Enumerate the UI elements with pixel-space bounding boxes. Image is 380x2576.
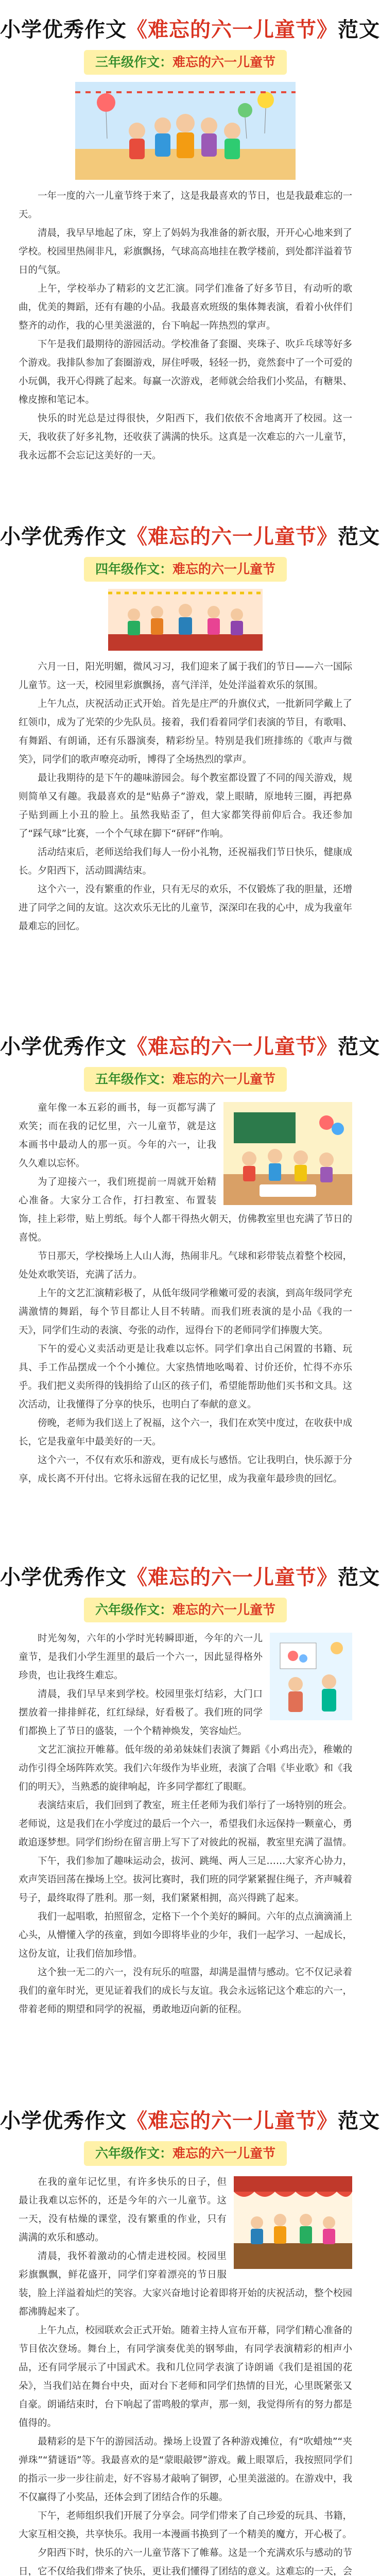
- title-suffix: 范文: [338, 18, 380, 42]
- title-suffix: 范文: [338, 524, 380, 549]
- essay-paragraph: 我们一起唱歌，拍照留念，定格下一个个美好的瞬间。六年的点点滴滴涌上心头，从懵懂入学的孩童，到如今即将毕业的少年，我们一起学习、一起成长，这份友谊，让我们倍加珍惜。: [19, 1911, 352, 1959]
- title-prefix: 小学优秀作文: [0, 2109, 127, 2133]
- celebration-illustration: [108, 589, 263, 651]
- grade-label: 六年级作文：: [95, 2146, 172, 2161]
- essay-section-grade6: [0, 1561, 380, 2019]
- essay-paragraph: 下午是我们最期待的游园活动。学校准备了套圈、夹珠子、吹乒乓球等好多个游戏。我排队参加了套圈游戏，屏住呼吸，轻轻一扔，竟然套中了一个可爱的小玩偶，我开心得跳了起来。每赢一次游戏，老师就会给我们小奖品，有糖果、橡皮擦和笔记本。: [19, 339, 352, 405]
- essay-section-grade4: [0, 520, 380, 936]
- essay-paragraph: 表演结束后，我们回到了教室，班主任老师为我们举行了一场特别的班会。老师说，这是我们在小学度过的最后一个六一，希望我们永远保持一颗童心，勇敢追逐梦想。同学们纷纷在留言册上写下了对彼此的祝福，教室里充满了温情。: [19, 1800, 352, 1848]
- title-topic: 《难忘的六一儿童节》: [127, 2109, 338, 2133]
- essay-paragraph: 下午，我们参加了趣味运动会，拔河、跳绳、两人三足……大家齐心协力，欢声笑语回荡在操场上空。拔河比赛时，我们班的同学紧紧握住绳子，齐声喊着号子，最终取得了胜利。那一刻，我们紧紧相拥，高兴得跳了起来。: [19, 1856, 352, 1904]
- essay-paragraph: 上午，学校举办了精彩的文艺汇演。同学们准备了好多节目，有动听的歌曲，优美的舞蹈，还有有趣的小品。我最喜欢班级的集体舞表演，看着小伙伴们整齐的动作，我的心里美滋滋的，台下响起一阵热烈的掌声。: [19, 283, 352, 331]
- essay-paragraph: 清晨，我早早地起了床，穿上了妈妈为我准备的新衣服，开开心心地来到了学校。校园里热闹非凡，彩旗飘扬，气球高高地挂在教学楼前，到处都洋溢着节日的气氛。: [19, 228, 352, 276]
- essay-section-grade5: [0, 1030, 380, 1488]
- essay-paragraph: 下午，老师组织我们开展了分享会。同学们带来了自己珍爱的玩具、书籍，大家互相交换，共享快乐。我用一本漫画书换到了一个精美的魔方，开心极了。: [19, 2511, 352, 2540]
- essay-paragraph: 上午九点，庆祝活动正式开始。首先是庄严的升旗仪式，一批新同学戴上了红领巾，成为了光荣的少先队员。接着，我们看着同学们表演的节目，有歌唱、有舞蹈、有朗诵，还有乐器演奏，精彩纷呈。特别是我们班排练的《歌声与微笑》，同学们的歌声嘹亮动听，博得了全场热烈的掌声。: [19, 699, 352, 765]
- illustration-classroom-party: [223, 1102, 352, 1205]
- grade-banner: [84, 50, 287, 75]
- grade-label: 六年级作文：: [95, 1602, 172, 1617]
- essay-body: [0, 1630, 371, 2019]
- essay-section-grade6-alt: [0, 2105, 380, 2576]
- title-prefix: 小学优秀作文: [0, 18, 127, 42]
- kids-illustration: [270, 1633, 352, 1720]
- essay-paragraph: 傍晚，老师为我们送上了祝福，这个六一，我们在欢笑中度过，在收获中成长，它是我童年中最美好的一天。: [19, 1418, 352, 1447]
- section-title: [0, 1561, 380, 1590]
- essay-paragraph: 童年像一本五彩的画书，每一页都写满了欢笑；而在我的记忆里，六一儿童节，就是这本画书中最动人的那一页。今年的六一，让我久久难以忘怀。: [19, 1103, 216, 1169]
- essay-body: [0, 2173, 371, 2576]
- topic-label: 难忘的六一儿童节: [172, 55, 276, 70]
- grade-banner: [84, 557, 287, 582]
- essay-paragraph: 夕阳西下时，快乐的六一儿童节落下了帷幕。这是一个充满欢乐与感动的节日，它不仅给我们带来了快乐，更让我们懂得了团结的意义。这难忘的一天，会: [19, 2548, 352, 2576]
- party-illustration: [223, 1102, 352, 1205]
- illustration-kids-stage: [108, 589, 263, 651]
- title-topic: 《难忘的六一儿童节》: [127, 18, 338, 42]
- title-topic: 《难忘的六一儿童节》: [127, 524, 338, 549]
- topic-label: 难忘的六一儿童节: [172, 1602, 276, 1617]
- essay-body: [0, 1099, 371, 1488]
- essay-paragraph: 为了迎接六一，我们班提前一周就开始精心准备。大家分工合作，打扫教室、布置装饰，挂上彩带，贴上剪纸。每个人都干得热火朝天，仿佛教室里也充满了节日的喜悦。: [19, 1177, 352, 1243]
- essay-paragraph: 最精彩的是下午的游园活动。操场上设置了各种游戏摊位，有“吹蜡烛”“夹弹珠”“猜谜语”等。我最喜欢的是“蒙眼敲锣”游戏。戴上眼罩后，我按照同学们的指示一步一步往前走，好不容易才敲响了铜锣，心里美滋滋的。在游戏中，我不仅赢得了小奖品，还体会到了团结合作的乐趣。: [19, 2436, 352, 2503]
- essay-paragraph: 这个六一，没有繁重的作业，只有无尽的欢乐，不仅锻炼了我的胆量，还增进了同学之间的友谊。这次欢乐无比的儿童节，深深印在我的心中，成为我童年最难忘的回忆。: [19, 884, 352, 932]
- essay-paragraph: 上午九点，校园联欢会正式开始。随着主持人宣布开幕，同学们精心准备的节目依次登场。舞台上，有同学演奏优美的钢琴曲，有同学表演精彩的相声小品，还有同学展示了中国武术。我和几位同学表演了诗朗诵《我们是祖国的花朵》，当我们站在舞台中央，面对台下老师和同学们热情的目光，心里既紧张又自豪。朗诵结束时，台下响起了雷鸣般的掌声，那一刻，我觉得所有的努力都是值得的。: [19, 2325, 352, 2429]
- grade-banner: [84, 2141, 287, 2166]
- essay-paragraph: 节日那天，学校操场上人山人海，热闹非凡。气球和彩带装点着整个校园，处处欢歌笑语，充满了活力。: [19, 1251, 352, 1280]
- essay-paragraph: 在我的童年记忆里，有许多快乐的日子，但最让我难以忘怀的，还是今年的六一儿童节。这一天，没有枯燥的课堂，没有繁重的作业，只有满满的欢乐和感动。: [19, 2177, 227, 2243]
- essay-paragraph: 文艺汇演拉开帷幕。低年级的弟弟妹妹们表演了舞蹈《小鸡出壳》，稚嫩的动作引得全场阵阵欢笑。我们六年级作为毕业班，表演了合唱《毕业歌》和《我们的明天》，当熟悉的旋律响起，许多同学都红了眼眶。: [19, 1744, 352, 1792]
- essay-paragraph: 时光匆匆，六年的小学时光转瞬即逝，今年的六一儿童节，是我们小学生涯里的最后一个六一，因此显得格外珍贵，也让我终生难忘。: [19, 1633, 263, 1681]
- section-title: [0, 1030, 380, 1060]
- title-topic: 《难忘的六一儿童节》: [127, 1035, 338, 1059]
- section-title: [0, 520, 380, 550]
- topic-label: 难忘的六一儿童节: [172, 1072, 276, 1087]
- essay-paragraph: 这个独一无二的六一，没有玩乐的喧嚣，却满是温情与感动。它不仅记录着我们的童年时光，更见证着我们的成长与友谊。我会永远铭记这个难忘的六一，带着老师的期望和同学的祝福，勇敢地迈向新的征程。: [19, 1967, 352, 2015]
- title-suffix: 范文: [338, 1035, 380, 1059]
- essay-paragraph: 六月一日，阳光明媚，微风习习，我们迎来了属于我们的节日——六一国际儿童节。这一天，校园里彩旗飘扬，喜气洋洋，处处洋溢着欢乐的氛围。: [19, 662, 352, 691]
- title-suffix: 范文: [338, 2109, 380, 2133]
- essay-body: [0, 187, 371, 465]
- title-suffix: 范文: [338, 1565, 380, 1589]
- title-prefix: 小学优秀作文: [0, 524, 127, 549]
- illustration-stage-performance: [234, 2176, 352, 2269]
- essay-section-grade3: [0, 13, 380, 465]
- section-title: [0, 2105, 380, 2134]
- celebration-illustration: [75, 82, 296, 180]
- illustration-kids-painting: [270, 1633, 352, 1720]
- essay-paragraph: 快乐的时光总是过得很快，夕阳西下，我们依依不舍地离开了校园。这一天，我收获了好多礼物，还收获了满满的快乐。这真是一次难忘的六一儿童节，我永远都不会忘记这美好的一天。: [19, 413, 352, 461]
- essay-paragraph: 下午的爱心义卖活动更是让我难以忘怀。同学们拿出自己闲置的书籍、玩具、手工作品摆成一个个小摊位。大家热情地吆喝着、讨价还价，忙得不亦乐乎。我们把义卖所得的钱捐给了山区的孩子们，希望能帮助他们买书和文具。这次活动，让我懂得了分享的快乐，也明白了奉献的意义。: [19, 1344, 352, 1410]
- grade-banner: [84, 1067, 287, 1092]
- topic-label: 难忘的六一儿童节: [172, 2146, 276, 2161]
- essay-paragraph: 活动结束后，老师送给我们每人一份小礼物，还祝福我们节日快乐，健康成长。夕阳西下，活动圆满结束。: [19, 847, 352, 876]
- topic-label: 难忘的六一儿童节: [172, 562, 276, 577]
- section-title: [0, 13, 380, 43]
- essay-paragraph: 一年一度的六一儿童节终于来了，这是我最喜欢的节日，也是我最难忘的一天。: [19, 191, 352, 220]
- essay-paragraph: 清晨，我怀着激动的心情走进校园。校园里彩旗飘飘，鲜花盛开，同学们穿着漂亮的节日服装，脸上洋溢着灿烂的笑容。大家兴奋地讨论着即将开始的庆祝活动，整个校园都沸腾起来了。: [19, 2251, 352, 2317]
- grade-label: 四年级作文：: [95, 562, 172, 577]
- essay-paragraph: 这个六一，不仅有欢乐和游戏，更有成长与感悟。它让我明白，快乐源于分享，成长离不开付出。它将永远留在我的记忆里，成为我童年最珍贵的回忆。: [19, 1455, 352, 1484]
- grade-label: 五年级作文：: [95, 1072, 172, 1087]
- grade-banner: [84, 1598, 287, 1622]
- stage-illustration: [234, 2176, 352, 2269]
- essay-body: [0, 658, 371, 936]
- essay-paragraph: 清晨，我们早早来到学校。校园里张灯结彩，大门口摆放着一排排鲜花，红红绿绿，好看极了。我们班的同学们都换上了节日的盛装，一个个精神焕发，笑容灿烂。: [19, 1689, 263, 1737]
- essay-paragraph: 最让我期待的是下午的趣味游园会。每个教室都设置了不同的闯关游戏，规则简单又有趣。我最喜欢的是“贴鼻子”游戏，蒙上眼睛，原地转三圈，再把鼻子贴到画上小丑的脸上。虽然我贴歪了，但大家都笑得前仰后合。我还参加了“踩气球”比赛，一个个气球在脚下“砰砰”作响。: [19, 773, 352, 839]
- title-prefix: 小学优秀作文: [0, 1035, 127, 1059]
- grade-label: 三年级作文：: [95, 55, 172, 70]
- essay-paragraph: 上午的文艺汇演精彩极了，从低年级同学稚嫩可爱的表演，到高年级同学充满激情的舞蹈，每个节目都让人目不转睛。而我们班表演的是小品《我的一天》，同学们生动的表演、夸张的动作，逗得台下的老师同学们捧腹大笑。: [19, 1288, 352, 1336]
- title-topic: 《难忘的六一儿童节》: [127, 1565, 338, 1589]
- title-prefix: 小学优秀作文: [0, 1565, 127, 1589]
- illustration-kids-dancing: [75, 82, 296, 180]
